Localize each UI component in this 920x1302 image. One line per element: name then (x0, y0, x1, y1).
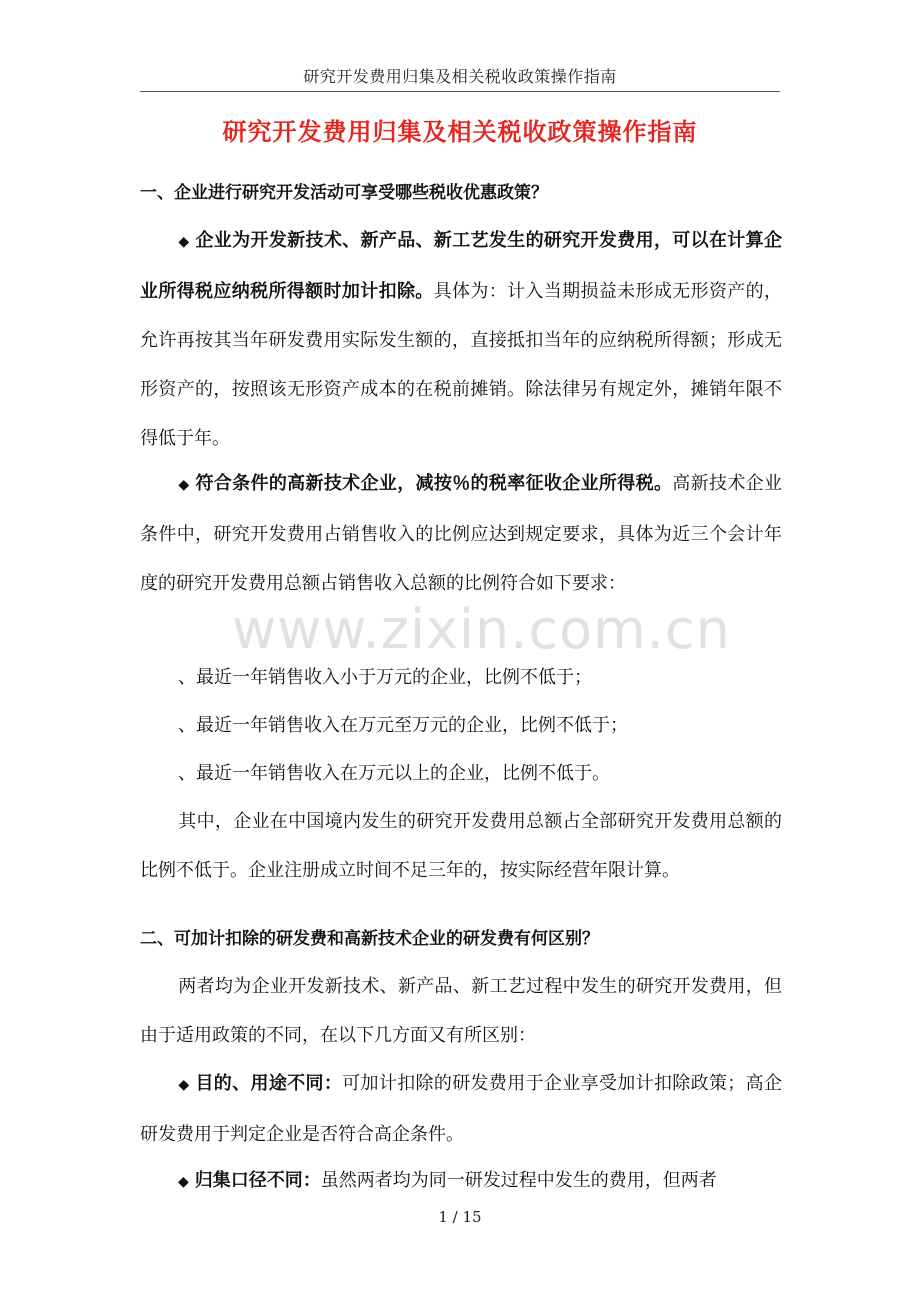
page-number: 1 / 15 (438, 1208, 482, 1226)
diamond-bullet-icon: ◆ (178, 234, 190, 250)
watermark: www.zixin.com.cn (232, 598, 731, 661)
diamond-bullet-icon: ◆ (178, 1077, 190, 1093)
bullet-2-body-text: 高新技术企业条件中，研究开发费用占销售收入的比例应达到规定要求，具体为近三个会计年度的研究开发费用总额占销售收入总额的比例符合如下要求： (140, 473, 782, 594)
bullet-2-body-text: 虽然两者均为同一研发过程中发生的费用，但两者 (320, 1170, 717, 1191)
diamond-bullet-icon: ◆ (178, 1174, 189, 1190)
running-header: 研究开发费用归集及相关税收政策操作指南 (303, 67, 617, 86)
section-heading-1: 一、企业进行研究开发活动可享受哪些税收优惠政策？ (140, 183, 548, 203)
intro-text: 两者均为企业开发新技术、新产品、新工艺过程中发生的研究开发费用，但由于适用政策的不同，在以下几方面又有所区别： (140, 976, 782, 1046)
list-item-text: 、最近一年销售收入在万元至万元的企业，比例不低于； (178, 715, 628, 736)
bullet-1-body-text: 具体为：计入当期损益未形成无形资产的，允许再按其当年研发费用实际发生额的，直接抵扣当年的应纳税所得额；形成无形资产的，按照该无形资产成本的在税前摊销。除法律另有规定外，摊销年限不得低于年。 (140, 281, 783, 449)
list-item-text: 、最近一年销售收入在万元以上的企业，比例不低于。 (178, 763, 610, 784)
list-item (140, 701, 782, 750)
section-heading-2: 二、可加计扣除的研发费和高新技术企业的研发费有何区别？ (140, 929, 599, 949)
diamond-bullet-icon: ◆ (178, 477, 190, 493)
section-1-closing (140, 797, 782, 895)
closing-text: 其中，企业在中国境内发生的研究开发费用总额占全部研究开发费用总额的比例不低于。企业注册成立时间不足三年的，按实际经营年限计算。 (140, 811, 782, 881)
header-divider (140, 91, 780, 92)
document-title: 研究开发费用归集及相关税收政策操作指南 (222, 118, 698, 146)
list-item (140, 749, 782, 798)
bullet-2-bold-text: 归集口径不同： (194, 1170, 321, 1191)
section-2-bullet-1 (140, 1059, 782, 1159)
bullet-2-bold-text: 符合条件的高新技术企业，减按％的税率征收企业所得税。 (195, 473, 673, 494)
list-item-text: 、最近一年销售收入小于万元的企业，比例不低于； (178, 667, 592, 688)
bullet-1-body-text: 可加计扣除的研发费用于企业享受加计扣除政策；高企研发费用于判定企业是否符合高企条件。 (140, 1073, 782, 1145)
section-2-intro (140, 962, 782, 1060)
section-1-bullet-1 (140, 216, 782, 463)
section-2-bullet-2 (140, 1156, 782, 1207)
section-1-bullet-2 (140, 459, 782, 608)
bullet-1-bold-text: 目的、用途不同： (195, 1073, 343, 1094)
bullet-1-bold-text: 企业为开发新技术、新产品、新工艺发生的研究开发费用，可以在计算企业所得税应纳税所得额时加计扣除。 (140, 230, 782, 302)
